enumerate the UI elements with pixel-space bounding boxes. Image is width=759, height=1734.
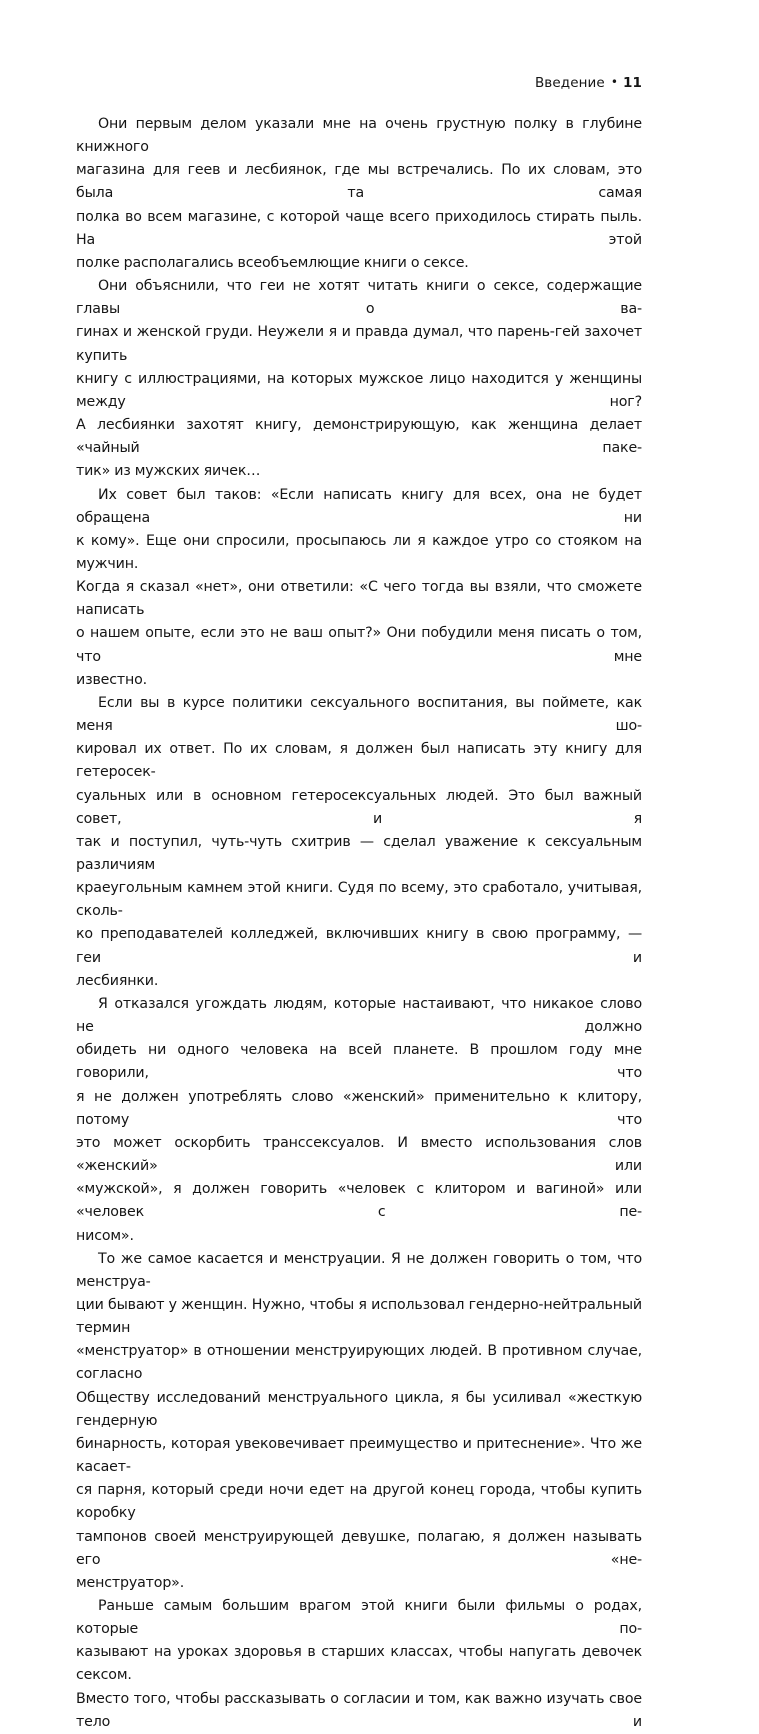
text-line: «мужской», я должен говорить «человек с клитором и вагиной» или «человек с пе- <box>76 1181 642 1221</box>
text-line: Они первым делом указали мне на очень грустную полку в глубине книжного <box>76 116 642 156</box>
text-line: книгу с иллюстрациями, на которых мужское лицо находится у женщины между ног? <box>76 370 642 410</box>
text-line: ко преподавателей колледжей, включивших книгу в свою программу, — геи и <box>76 926 642 966</box>
text-line: тик» из мужских яичек… <box>76 463 261 480</box>
paragraph-7 <box>76 1595 642 1734</box>
text-line: это может оскорбить транссексуалов. И вместо использования слов «женский» или <box>76 1134 642 1175</box>
text-line: краеугольным камнем этой книги. Судя по всему, это сработало, учитывая, сколь- <box>76 880 642 920</box>
text-line: Они объяснили, что геи не хотят читать книги о сексе, содержащие главы о ва- <box>76 278 642 318</box>
paragraph-6 <box>76 1248 642 1595</box>
text-line: Если вы в курсе политики сексуального воспитания, вы поймете, как меня шо- <box>76 694 642 735</box>
text-line: ции бывают у женщин. Нужно, чтобы я использовал гендерно-нейтральный термин <box>76 1296 642 1337</box>
paragraph-2 <box>76 275 642 483</box>
text-line: Когда я сказал «нет», они ответили: «С чего тогда вы взяли, что сможете написать <box>76 579 642 619</box>
text-line: Их совет был таков: «Если написать книгу для всех, она не будет обращена ни <box>76 486 642 526</box>
text-line: так и поступил, чуть-чуть схитрив — сделал уважение к сексуальным различиям <box>76 833 642 873</box>
text-line: менструатор». <box>76 1574 185 1591</box>
text-line: бинарность, которая увековечивает преимущество и притеснение». Что же касает- <box>76 1435 642 1476</box>
header-separator: • <box>610 75 618 89</box>
paragraph-3 <box>76 484 642 692</box>
text-line: Вместо того, чтобы рассказывать о согласии и том, как важно изучать свое тело и <box>76 1690 642 1730</box>
text-line: ся парня, который среди ночи едет на другой конец города, чтобы купить коробку <box>76 1482 642 1522</box>
text-line: нисом». <box>76 1227 134 1244</box>
text-line: магазина для геев и лесбиянок, где мы встречались. По их словам, это была та самая <box>76 162 642 202</box>
text-line: полке располагались всеобъемлющие книги о сексе. <box>76 254 469 271</box>
text-line: к кому». Еще они спросили, просыпаюсь ли я каждое утро со стояком на мужчин. <box>76 532 642 572</box>
text-line: казывают на уроках здоровья в старших классах, чтобы напугать девочек сексом. <box>76 1644 642 1684</box>
text-line: «менструатор» в отношении менструирующих людей. В противном случае, согласно <box>76 1343 642 1383</box>
text-line: Раньше самым большим врагом этой книги были фильмы о родах, которые по- <box>76 1598 642 1638</box>
paragraph-1 <box>76 113 642 275</box>
text-line: обидеть ни одного человека на всей планете. В прошлом году мне говорили, что <box>76 1042 642 1082</box>
text-line: известно. <box>76 671 148 688</box>
text-line: полка во всем магазине, с которой чаще всего приходилось стирать пыль. На этой <box>76 208 642 248</box>
text-line: То же самое касается и менструации. Я не должен говорить о том, что менструа- <box>76 1250 642 1290</box>
running-header <box>535 75 642 91</box>
paragraph-4 <box>76 692 642 993</box>
text-line: суальных или в основном гетеросексуальных людей. Это был важный совет, и я <box>76 787 642 827</box>
section-title: Введение <box>534 75 605 91</box>
text-line: лесбиянки. <box>76 972 159 989</box>
text-line: гинах и женской груди. Неужели я и правда думал, что парень-гей захочет купить <box>76 324 642 364</box>
text-line: я не должен употреблять слово «женский» применительно к клитору, потому что <box>76 1088 642 1128</box>
paragraph-5 <box>76 993 642 1248</box>
text-body <box>76 113 642 1734</box>
text-line: о нашем опыте, если это не ваш опыт?» Они побудили меня писать о том, что мне <box>76 625 642 665</box>
text-line: тампонов своей менструирующей девушке, полагаю, я должен называть его «не- <box>76 1528 642 1568</box>
text-line: А лесбиянки захотят книгу, демонстрирующую, как женщина делает «чайный паке- <box>76 417 642 457</box>
page-number: 11 <box>623 75 642 91</box>
text-line: кировал их ответ. По их словам, я должен был написать эту книгу для гетеросек- <box>76 741 642 781</box>
text-line: Я отказался угождать людям, которые настаивают, что никакое слово не должно <box>76 995 642 1036</box>
text-line: Обществу исследований менструального цикла, я бы усиливал «жесткую гендерную <box>76 1389 642 1429</box>
